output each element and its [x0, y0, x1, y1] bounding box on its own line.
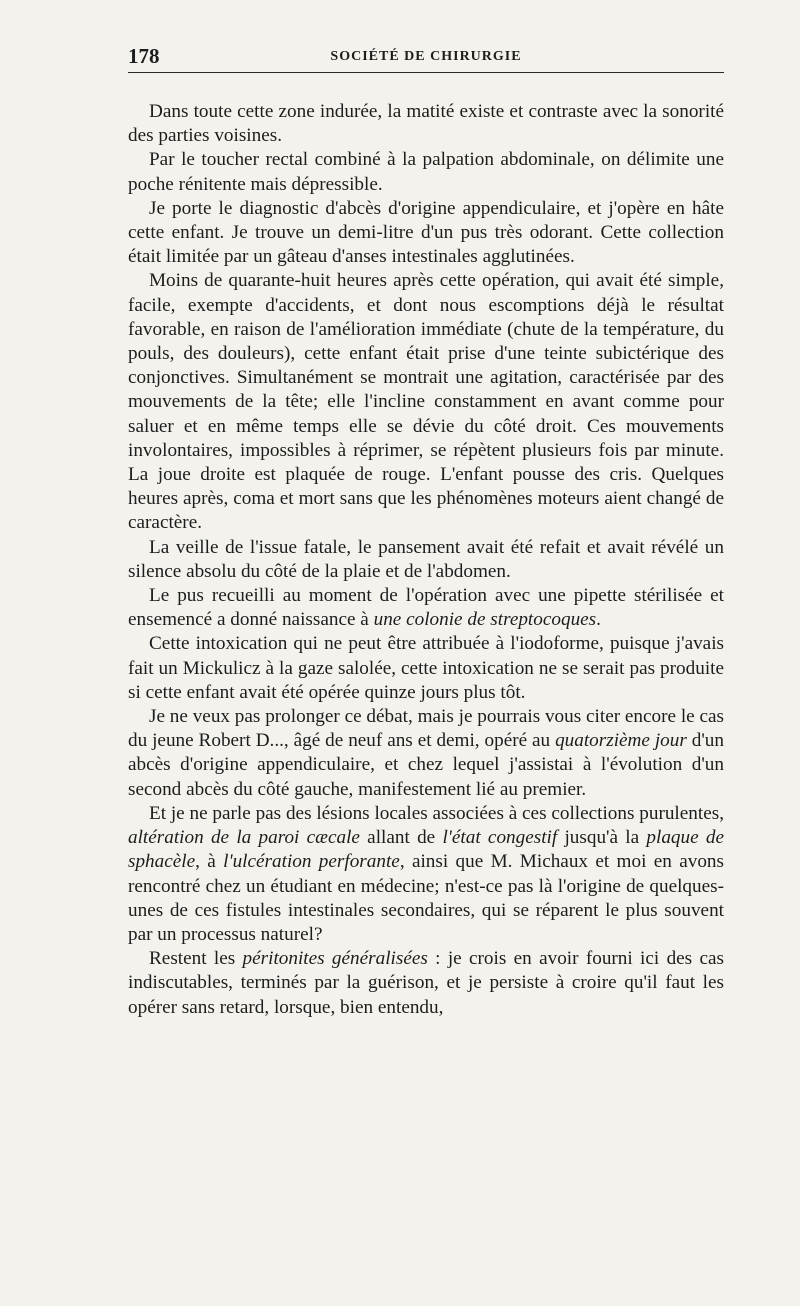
text-run: Je ne veux pas prolonger ce débat, mais je pourrais vous citer encore le cas du jeune Robert D..., âgé de neuf ans et demi, opéré au [128, 706, 724, 752]
paragraph [128, 802, 724, 947]
italic-text: péritonites généralisées [242, 948, 428, 970]
page-number: 178 [128, 44, 160, 68]
text-run: . [596, 609, 601, 631]
text-run: Restent les [149, 948, 243, 970]
paragraph [128, 536, 724, 584]
text-run: La veille de l'issue fatale, le pansement avait été refait et avait révélé un silence absolu du côté de la plaie et de l'abdomen. [128, 536, 724, 582]
text-run: Moins de quarante-huit heures après cette opération, qui avait été simple, facile, exempte d'accidents, et dont nous escomptions déjà le résultat favorable, en raison de l'amélioration immédiate (chute de la température, du pouls, des douleurs), cette enfant était prise d'une teinte subictérique des conjonctives. Simultanément se montrait une agitation, caractérisée par des mouvements de la tête; elle l'incline constamment en avant comme pour saluer et en même temps elle se dévie du côté droit. Ces mouvements involontaires, impossibles à réprimer, se répètent plusieurs fois par minute. La joue droite est plaquée de rouge. L'enfant pousse des cris. Quelques heures après, coma et mort sans que les phénomènes moteurs aient changé de caractère. [128, 270, 724, 534]
text-run: jusqu'à la [557, 827, 647, 849]
paragraph [128, 100, 724, 148]
text-run: Et je ne parle pas des lésions locales associées à ces collections purulentes, [149, 802, 724, 824]
paragraph [128, 632, 724, 705]
paragraph [128, 584, 724, 632]
text-run: , ainsi que M. Michaux et moi en avons rencontré chez un étudiant en médecine; n'est-ce pas là l'origine de quelques-unes de ces fistules intestinales secondaires, qui se réparent le plus souvent par un processus naturel? [128, 851, 724, 945]
italic-text: quatorzième jour [555, 730, 687, 752]
paragraph [128, 197, 724, 270]
paragraph [128, 269, 724, 535]
body-text [128, 100, 724, 1020]
text-run: Cette intoxication qui ne peut être attribuée à l'iodoforme, puisque j'avais fait un Mickulicz à la gaze salolée, cette intoxication ne se serait pas produite si cette enfant avait été opérée quinze jours plus tôt. [128, 633, 724, 703]
italic-text: plaque de sphacèle [128, 827, 725, 873]
italic-text: l'état congestif [442, 827, 558, 849]
text-run: Dans toute cette zone indurée, la matité existe et contraste avec la sonorité des parties voisines. [128, 101, 724, 147]
text-run: allant de [359, 827, 443, 849]
running-title: SOCIÉTÉ DE CHIRURGIE [330, 49, 522, 64]
text-run: : je crois en avoir fourni ici des cas indiscutables, terminés par la guérison, et je persiste à croire qu'il faut les opérer sans retard, lorsque, bien entendu, [128, 948, 724, 1018]
text-run: Par le toucher rectal combiné à la palpation abdominale, on délimite une poche rénitente mais dépressible. [128, 149, 724, 195]
paragraph [128, 705, 724, 802]
italic-text: une colonie de streptocoques [373, 609, 597, 631]
italic-text: l'ulcération perforante [223, 851, 400, 873]
paragraph [128, 148, 724, 196]
text-run: , à [195, 851, 224, 873]
page-header [128, 42, 724, 73]
text-run: d'un abcès d'origine appendiculaire, et chez lequel j'assistai à l'évolution d'un second abcès du côté gauche, manifestement lié au premier. [128, 730, 724, 800]
italic-text: altération de la paroi cæcale [128, 827, 360, 849]
paragraph [128, 947, 724, 1020]
text-run: Je porte le diagnostic d'abcès d'origine appendiculaire, et j'opère en hâte cette enfant. Je trouve un demi-litre d'un pus très odorant. Cette collection était limitée par un gâteau d'anses intestinales agglutinées. [128, 197, 724, 268]
text-run: Le pus recueilli au moment de l'opération avec une pipette stérilisée et ensemencé a donné naissance à [128, 585, 724, 631]
